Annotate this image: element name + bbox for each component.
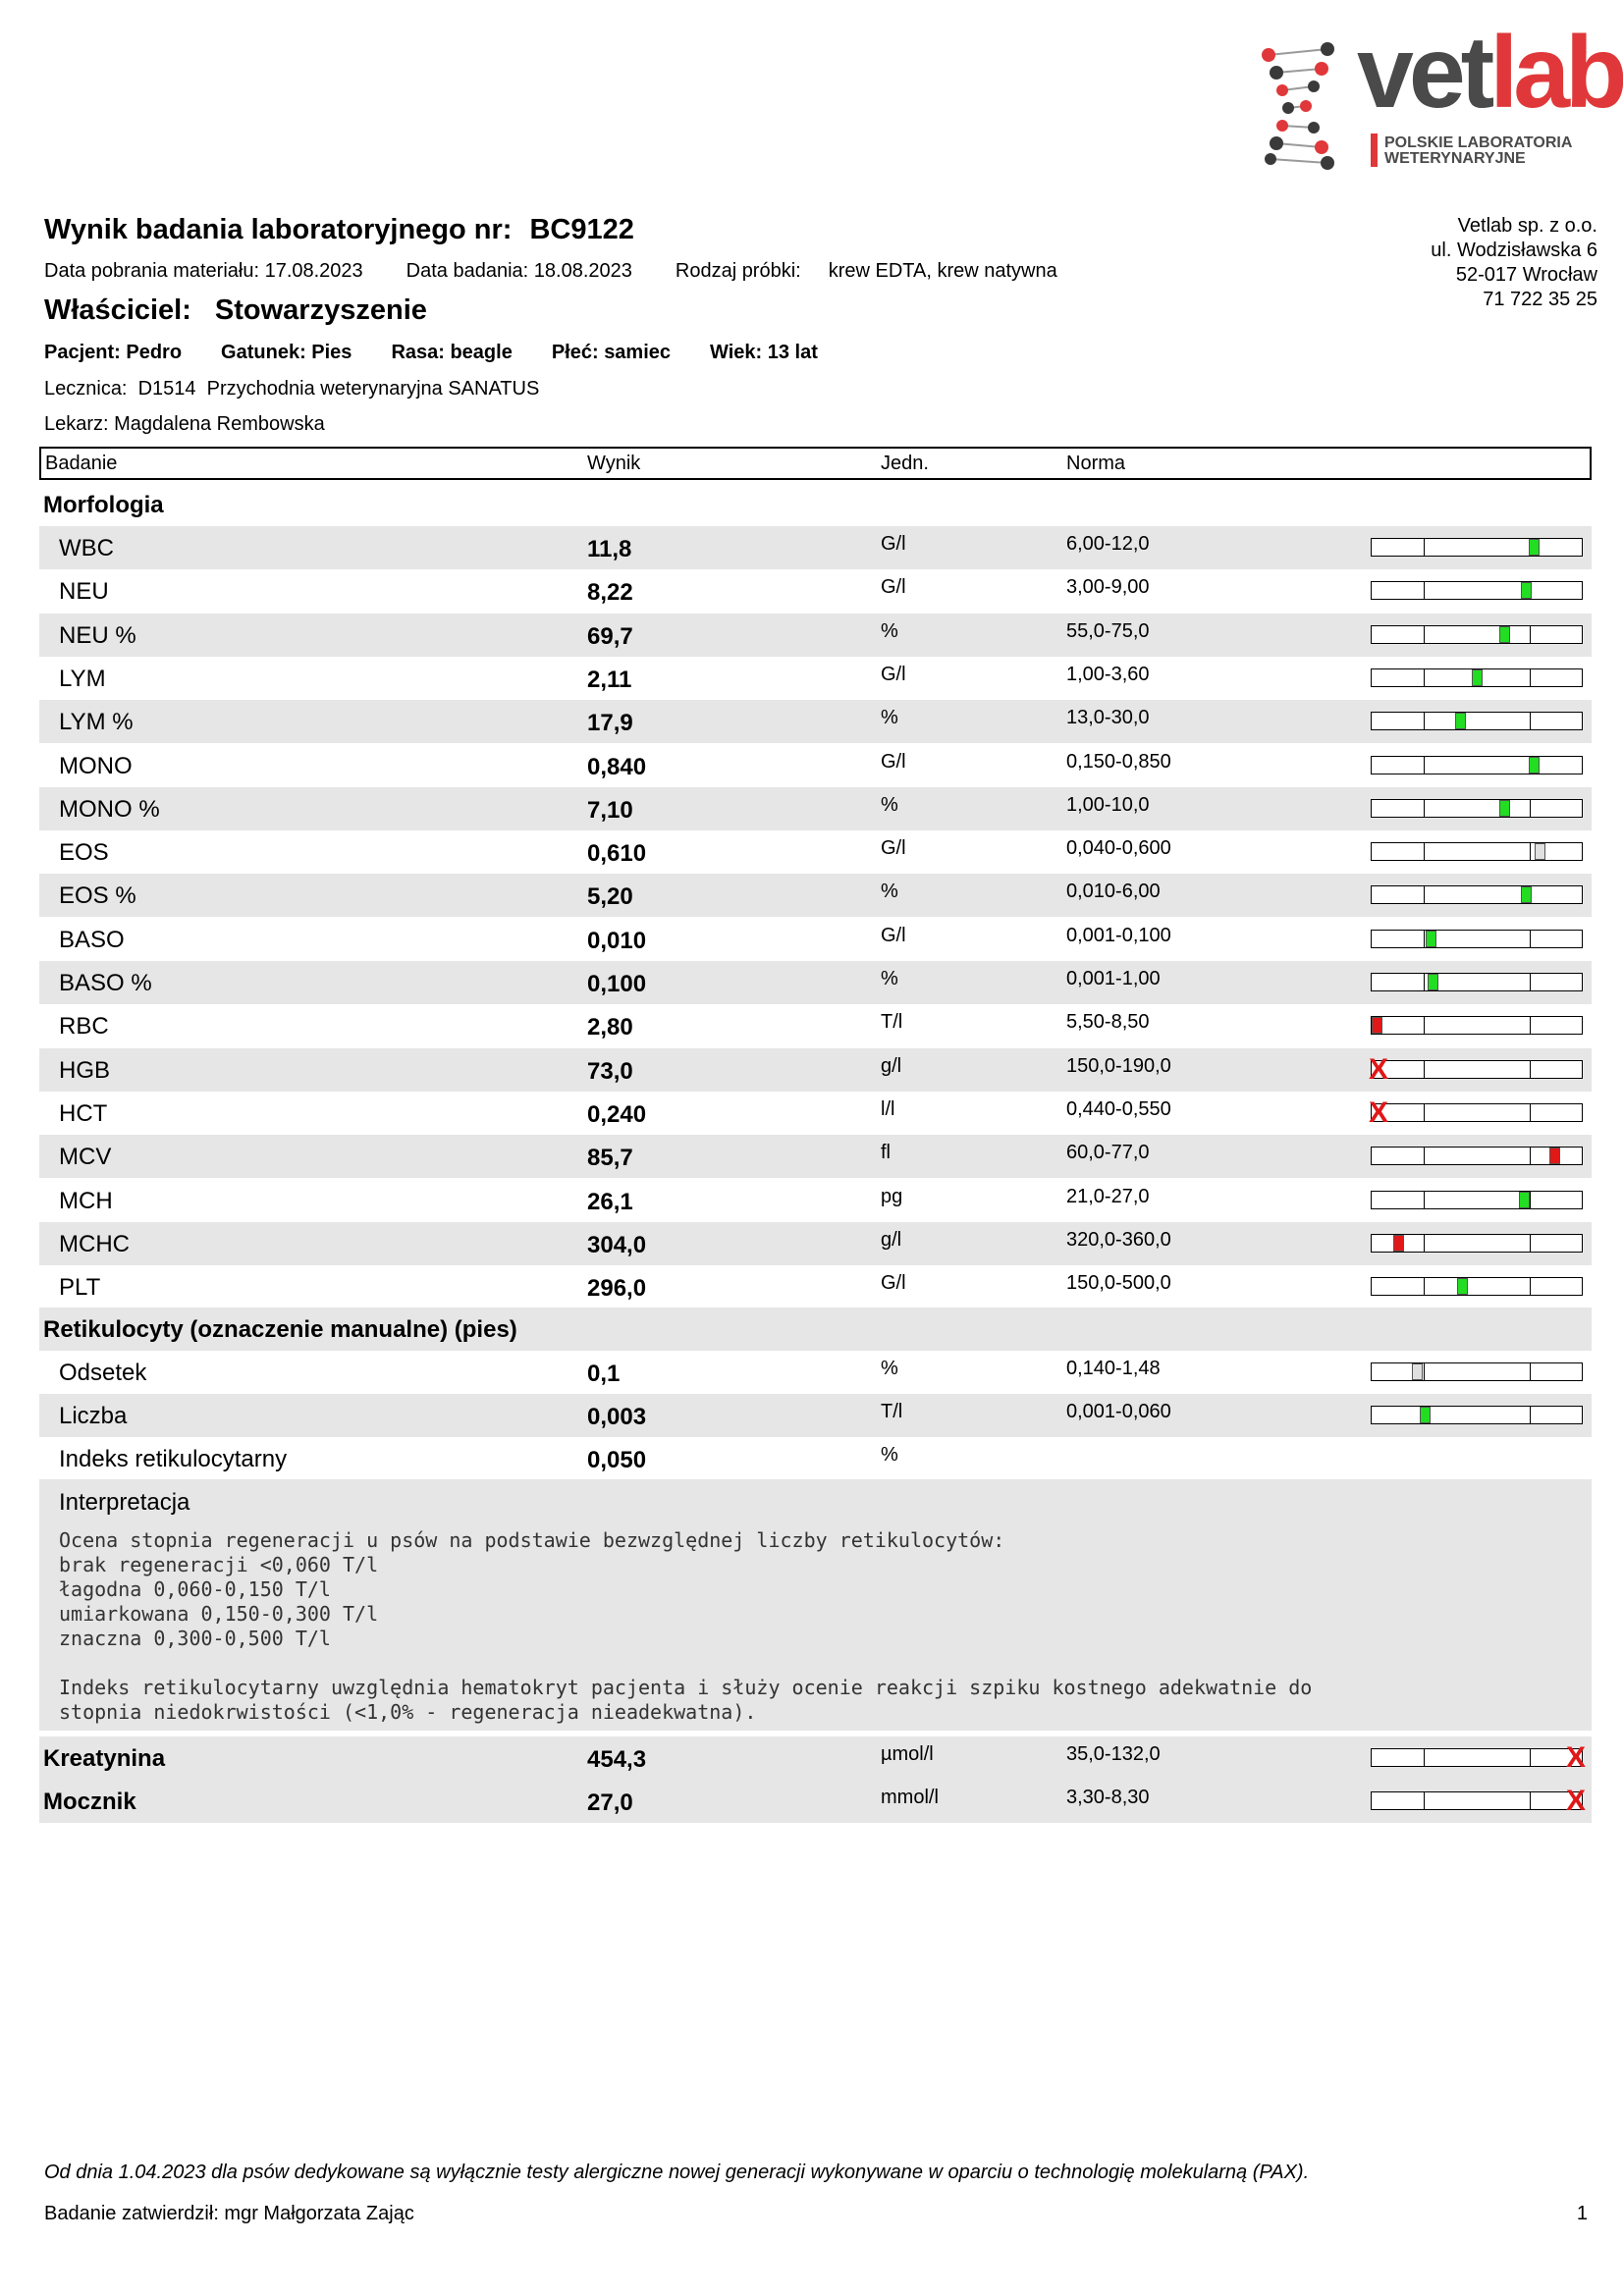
- range-limit-tick: [1530, 1017, 1531, 1034]
- section-title: Retikulocyty (oznaczenie manualne) (pies): [43, 1316, 517, 1343]
- table-row: [39, 961, 1592, 1004]
- patient-sex: Płeć: samiec: [551, 342, 672, 363]
- range-indicator-bar: [1371, 973, 1583, 991]
- interpretation-text: Ocena stopnia regeneracji u psów na podstawie bezwzględnej liczby retikulocytów: brak regeneracji <0,060 T/l łagodna 0,060-0,150 T/l umiarkowana 0,150-0,300 T/l znaczna 0,300-0,500 T/l Indeks retikulocytarny uwzględnia hematokryt pacjenta i służy ocenie reakcji szpiku kostnego adekwatnie do stopnia niedokrwistości (<1,0% - regeneracja nieadekwatna).: [59, 1528, 1313, 1724]
- range-limit-tick: [1530, 1407, 1531, 1423]
- column-unit: Jedn.: [881, 453, 929, 474]
- range-limit-tick: [1424, 626, 1425, 643]
- test-name: EOS %: [59, 882, 136, 910]
- result-value: 304,0: [587, 1231, 647, 1258]
- table-row: [39, 874, 1592, 917]
- result-value: 17,9: [587, 710, 633, 737]
- range-limit-tick: [1424, 974, 1425, 990]
- result-unit: g/l: [881, 1228, 902, 1251]
- table-row: [39, 1179, 1592, 1222]
- result-value: 85,7: [587, 1145, 633, 1172]
- result-unit: fl: [881, 1142, 891, 1164]
- range-limit-tick: [1424, 1104, 1425, 1121]
- test-name: Odsetek: [59, 1360, 147, 1386]
- test-name: HGB: [59, 1056, 111, 1084]
- value-marker: [1529, 757, 1540, 774]
- test-name: WBC: [59, 535, 114, 561]
- range-indicator-bar: [1371, 581, 1583, 600]
- table-row: [39, 1265, 1592, 1308]
- result-value: 7,10: [587, 796, 633, 824]
- result-value: 5,20: [587, 883, 633, 911]
- reference-range: 0,140-1,48: [1066, 1358, 1161, 1379]
- result-value: 8,22: [587, 579, 633, 607]
- value-marker: [1420, 1407, 1431, 1423]
- footnote: Od dnia 1.04.2023 dla psów dedykowane są wyłącznie testy alergiczne nowej generacji wykonywane w oparciu o technologię molekularną (PAX).: [44, 2162, 1310, 2183]
- value-marker: [1457, 1278, 1468, 1295]
- range-limit-tick: [1530, 1792, 1531, 1809]
- approved-by: Badanie zatwierdził: mgr Małgorzata Zając: [44, 2203, 414, 2224]
- table-row: [39, 918, 1592, 961]
- range-indicator-bar: [1371, 1016, 1583, 1035]
- range-indicator-bar: [1371, 930, 1583, 948]
- reference-range: 3,30-8,30: [1066, 1787, 1150, 1808]
- range-limit-tick: [1530, 931, 1531, 947]
- company-city: 52-017 Wrocław: [1455, 264, 1597, 286]
- range-limit-tick: [1530, 1061, 1531, 1078]
- interpretation-title: Interpretacja: [59, 1489, 190, 1516]
- out-of-range-x-icon: X: [1369, 1095, 1389, 1129]
- table-row: [39, 1135, 1592, 1178]
- reference-range: 21,0-27,0: [1066, 1185, 1150, 1207]
- reference-range: 0,001-0,100: [1066, 924, 1171, 946]
- reference-range: 3,00-9,00: [1066, 576, 1150, 599]
- value-marker: [1455, 713, 1466, 729]
- test-name: NEU: [59, 578, 109, 606]
- report-dates: [44, 260, 1101, 283]
- result-unit: G/l: [881, 750, 906, 773]
- clinic: Lecznica: D1514 Przychodnia weterynaryjna SANATUS: [44, 378, 540, 400]
- reference-range: 0,150-0,850: [1066, 750, 1171, 773]
- value-marker: [1521, 886, 1532, 903]
- value-marker: [1535, 843, 1545, 860]
- page-number: 1: [1576, 2203, 1588, 2224]
- range-indicator-bar: [1371, 1741, 1587, 1774]
- table-row: [39, 700, 1592, 743]
- value-marker: [1499, 626, 1510, 643]
- result-unit: %: [881, 619, 898, 642]
- range-limit-tick: [1424, 931, 1425, 947]
- result-unit: %: [881, 707, 898, 729]
- result-unit: T/l: [881, 1401, 903, 1422]
- reference-range: 150,0-190,0: [1066, 1054, 1171, 1077]
- range-limit-tick: [1530, 713, 1531, 729]
- test-name: BASO: [59, 926, 125, 953]
- reference-range: 5,50-8,50: [1066, 1011, 1150, 1034]
- out-of-range-x-icon: X: [1369, 1052, 1389, 1086]
- range-indicator-bar: [1371, 668, 1583, 687]
- range-limit-tick: [1424, 1278, 1425, 1295]
- interpretation-box: [39, 1479, 1592, 1731]
- report-number: BC9122: [529, 214, 634, 245]
- reference-range: 35,0-132,0: [1066, 1743, 1161, 1765]
- owner: [44, 294, 427, 327]
- range-indicator-bar: [1371, 1785, 1587, 1817]
- result-unit: %: [881, 793, 898, 816]
- test-name: MCH: [59, 1187, 113, 1214]
- range-limit-tick: [1424, 669, 1425, 686]
- reference-range: 6,00-12,0: [1066, 533, 1150, 555]
- test-name: BASO %: [59, 970, 152, 996]
- result-value: 0,050: [587, 1447, 647, 1473]
- test-name: MONO %: [59, 795, 160, 823]
- result-value: 296,0: [587, 1275, 647, 1303]
- test-name: NEU %: [59, 621, 136, 649]
- reference-range: 0,010-6,00: [1066, 881, 1161, 903]
- result-value: 69,7: [587, 622, 633, 650]
- table-row: [39, 657, 1592, 700]
- range-indicator-bar: [1371, 885, 1583, 904]
- range-limit-tick: [1530, 800, 1531, 817]
- table-row: [39, 744, 1592, 787]
- table-row: [39, 569, 1592, 613]
- patient-breed: Rasa: beagle: [391, 342, 513, 363]
- range-indicator-bar: [1371, 1234, 1583, 1253]
- value-marker: [1549, 1148, 1560, 1164]
- result-value: 0,840: [587, 753, 647, 780]
- test-name: MCHC: [59, 1230, 130, 1257]
- table-row: [39, 1092, 1592, 1135]
- value-marker: [1412, 1363, 1423, 1380]
- range-limit-tick: [1530, 1148, 1531, 1164]
- patient-species: Gatunek: Pies: [221, 342, 352, 363]
- result-value: 26,1: [587, 1188, 633, 1215]
- dna-helix-icon: [1249, 35, 1357, 173]
- value-marker: [1426, 931, 1436, 947]
- range-limit-tick: [1530, 974, 1531, 990]
- company-street: ul. Wodzisławska 6: [1431, 240, 1597, 261]
- result-value: 0,610: [587, 840, 647, 868]
- company-name: Vetlab sp. z o.o.: [1457, 215, 1597, 237]
- test-name: Indeks retikulocytarny: [59, 1446, 288, 1472]
- test-name: Mocznik: [43, 1789, 136, 1815]
- range-limit-tick: [1424, 1148, 1425, 1164]
- company-phone: 71 722 35 25: [1483, 289, 1597, 310]
- logo-wordmark: vetlab: [1357, 16, 1623, 130]
- sample-type: krew EDTA, krew natywna: [828, 260, 1057, 282]
- range-indicator-bar: [1371, 756, 1583, 774]
- test-date: Data badania: 18.08.2023: [406, 260, 632, 282]
- result-value: 2,80: [587, 1014, 633, 1041]
- range-indicator-bar: [1369, 1052, 1583, 1086]
- range-limit-tick: [1424, 1061, 1425, 1078]
- result-unit: G/l: [881, 576, 906, 599]
- column-result: Wynik: [587, 453, 641, 474]
- range-indicator-bar: [1369, 1095, 1583, 1129]
- value-marker: [1472, 669, 1483, 686]
- result-unit: T/l: [881, 1011, 903, 1034]
- result-unit: G/l: [881, 663, 906, 685]
- patient-name: Pacjent: Pedro: [44, 342, 183, 363]
- vetlab-logo: [1249, 16, 1623, 173]
- table-row: [39, 830, 1592, 874]
- table-row: [39, 1048, 1592, 1092]
- test-name: MCV: [59, 1144, 112, 1171]
- range-limit-tick: [1530, 843, 1531, 860]
- section-morfologia: [39, 483, 1592, 526]
- range-limit-tick: [1424, 886, 1425, 903]
- range-indicator-bar: [1371, 538, 1583, 557]
- value-marker: [1529, 539, 1540, 556]
- result-unit: G/l: [881, 533, 906, 555]
- range-indicator-bar: [1371, 1147, 1583, 1165]
- reference-range: 13,0-30,0: [1066, 707, 1150, 729]
- range-limit-tick: [1424, 539, 1425, 556]
- result-unit: %: [881, 1444, 898, 1466]
- logo-subtitle: POLSKIE LABORATORIA WETERYNARYJNE: [1384, 134, 1573, 167]
- range-limit-tick: [1530, 1235, 1531, 1252]
- range-limit-tick: [1424, 757, 1425, 774]
- range-limit-tick: [1424, 713, 1425, 729]
- owner-label: Właściciel:: [44, 294, 191, 326]
- result-unit: mmol/l: [881, 1787, 939, 1808]
- test-name: LYM: [59, 665, 106, 692]
- range-limit-tick: [1424, 1363, 1425, 1380]
- test-name: Kreatynina: [43, 1745, 166, 1772]
- result-unit: pg: [881, 1185, 903, 1207]
- out-of-range-x-icon: X: [1566, 1741, 1587, 1774]
- range-indicator-bar: [1371, 712, 1583, 730]
- table-row: [39, 526, 1592, 569]
- value-marker: [1372, 1017, 1382, 1034]
- section-retikulocyty: [39, 1308, 1592, 1351]
- test-name: HCT: [59, 1099, 108, 1127]
- reference-range: 0,440-0,550: [1066, 1097, 1171, 1120]
- result-value: 27,0: [587, 1789, 633, 1816]
- test-name: MONO: [59, 752, 133, 779]
- test-name: EOS: [59, 839, 109, 867]
- test-name: LYM %: [59, 709, 134, 736]
- value-marker: [1499, 800, 1510, 817]
- test-name: Liczba: [59, 1403, 128, 1429]
- range-limit-tick: [1530, 1363, 1531, 1380]
- range-limit-tick: [1530, 669, 1531, 686]
- range-indicator-bar: [1371, 1406, 1583, 1424]
- column-test: Badanie: [45, 453, 118, 474]
- result-unit: G/l: [881, 837, 906, 860]
- range-limit-tick: [1424, 1235, 1425, 1252]
- result-value: 454,3: [587, 1746, 647, 1773]
- reference-range: 1,00-10,0: [1066, 793, 1150, 816]
- company-address: [1431, 214, 1597, 312]
- range-limit-tick: [1424, 1749, 1425, 1766]
- table-row: [39, 1351, 1592, 1394]
- value-marker: [1428, 974, 1438, 990]
- result-value: 0,1: [587, 1361, 621, 1387]
- range-limit-tick: [1424, 843, 1425, 860]
- value-marker: [1519, 1192, 1530, 1208]
- range-limit-tick: [1530, 1278, 1531, 1295]
- table-header: [39, 447, 1592, 480]
- range-indicator-bar: [1371, 1362, 1583, 1381]
- table-row: [39, 1437, 1592, 1480]
- range-limit-tick: [1424, 800, 1425, 817]
- range-indicator-bar: [1371, 842, 1583, 861]
- reference-range: 0,001-0,060: [1066, 1401, 1171, 1422]
- result-value: 0,010: [587, 927, 647, 954]
- sample-type-label: Rodzaj próbki:: [675, 260, 801, 282]
- table-row: [39, 787, 1592, 830]
- patient-age: Wiek: 13 lat: [710, 342, 818, 363]
- range-indicator-bar: [1371, 1191, 1583, 1209]
- reference-range: 55,0-75,0: [1066, 619, 1150, 642]
- sample-date: Data pobrania materiału: 17.08.2023: [44, 260, 363, 282]
- range-indicator-bar: [1371, 799, 1583, 818]
- reference-range: 0,040-0,600: [1066, 837, 1171, 860]
- section-title: Morfologia: [43, 492, 164, 518]
- result-value: 2,11: [587, 666, 632, 693]
- range-indicator-bar: [1371, 625, 1583, 644]
- table-row: [39, 1004, 1592, 1047]
- result-unit: G/l: [881, 1272, 906, 1295]
- test-name: PLT: [59, 1274, 101, 1302]
- range-indicator-bar: [1371, 1277, 1583, 1296]
- result-value: 11,8: [587, 536, 632, 562]
- result-value: 0,003: [587, 1404, 647, 1430]
- patient-info: [44, 342, 857, 364]
- out-of-range-x-icon: X: [1566, 1785, 1587, 1817]
- range-limit-tick: [1424, 1192, 1425, 1208]
- table-row: [39, 1736, 1592, 1780]
- reference-range: 60,0-77,0: [1066, 1142, 1150, 1164]
- range-limit-tick: [1424, 1017, 1425, 1034]
- table-row: [39, 1780, 1592, 1823]
- reference-range: 320,0-360,0: [1066, 1228, 1171, 1251]
- test-name: RBC: [59, 1013, 109, 1041]
- result-value: 0,240: [587, 1100, 647, 1128]
- report-title: Wynik badania laboratoryjnego nr: BC9122: [44, 214, 634, 245]
- range-limit-tick: [1424, 1792, 1425, 1809]
- result-unit: %: [881, 968, 898, 989]
- range-limit-tick: [1530, 1104, 1531, 1121]
- value-marker: [1521, 582, 1532, 599]
- result-unit: g/l: [881, 1054, 902, 1077]
- value-marker: [1393, 1235, 1404, 1252]
- reference-range: 1,00-3,60: [1066, 663, 1150, 685]
- logo-accent-bar: [1371, 133, 1378, 167]
- table-row: [39, 1394, 1592, 1437]
- table-row: [39, 614, 1592, 657]
- column-norm: Norma: [1066, 453, 1126, 474]
- result-unit: %: [881, 881, 898, 903]
- result-unit: %: [881, 1358, 898, 1379]
- range-limit-tick: [1530, 1749, 1531, 1766]
- result-unit: µmol/l: [881, 1743, 934, 1765]
- reference-range: 0,001-1,00: [1066, 968, 1161, 989]
- result-unit: G/l: [881, 924, 906, 946]
- table-row: [39, 1222, 1592, 1265]
- result-value: 73,0: [587, 1057, 633, 1085]
- range-limit-tick: [1424, 582, 1425, 599]
- doctor: Lekarz: Magdalena Rembowska: [44, 413, 325, 435]
- result-value: 0,100: [587, 971, 647, 997]
- result-unit: l/l: [881, 1097, 895, 1120]
- owner-value: Stowarzyszenie: [214, 294, 427, 326]
- reference-range: 150,0-500,0: [1066, 1272, 1171, 1295]
- range-limit-tick: [1530, 1192, 1531, 1208]
- range-limit-tick: [1530, 626, 1531, 643]
